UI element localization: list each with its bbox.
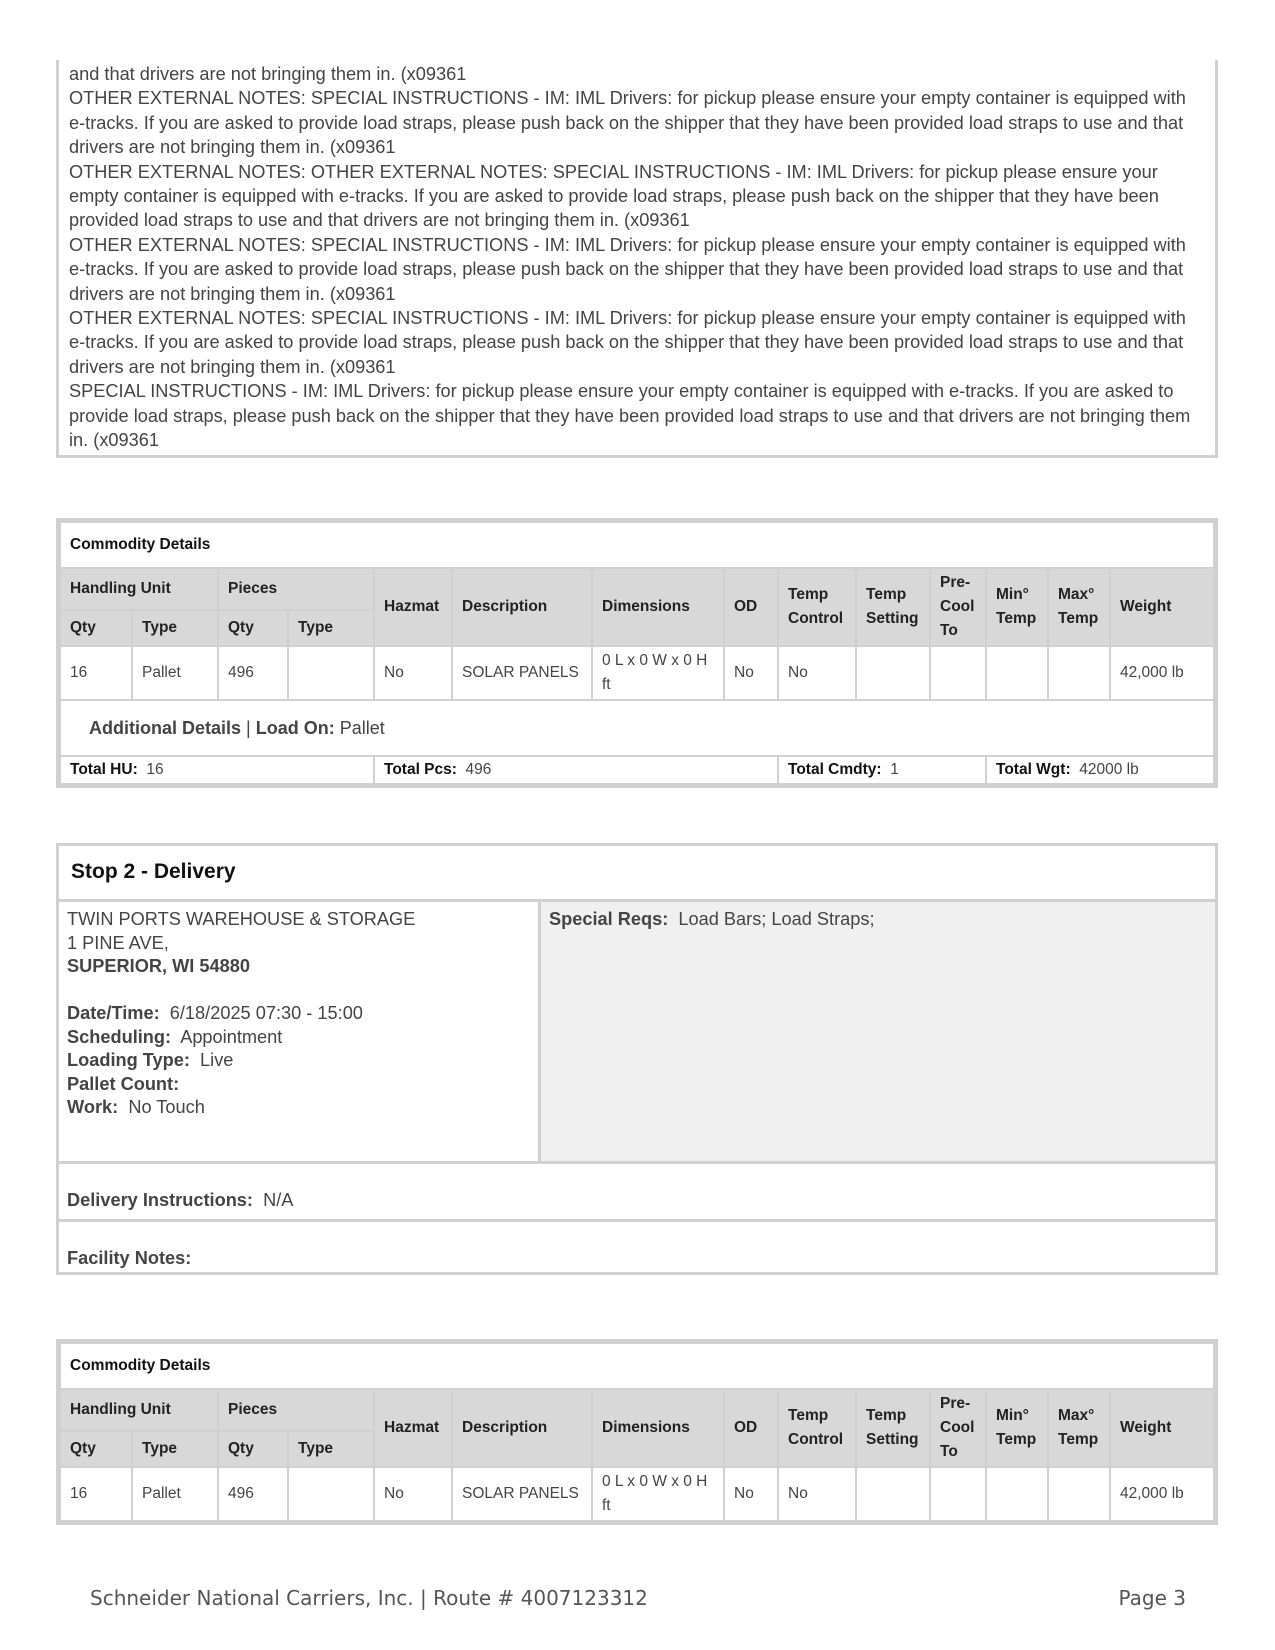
hu-qty-header: Qty (60, 1431, 132, 1467)
pre-cool (930, 646, 986, 700)
handling-unit-header: Handling Unit (60, 1389, 218, 1431)
note-line: SPECIAL INSTRUCTIONS - IM: IML Drivers: for pickup please ensure your empty container is equipped with e-tracks. If you are asked to provide load straps, please push back on the shipper that they have been provided load straps to use and that drivers are not bringing them in. (x09361 (69, 381, 1191, 451)
weight: 42,000 lb (1110, 646, 1214, 700)
temp-setting-header: Temp Setting (856, 568, 930, 646)
total-pcs-value: 496 (465, 761, 492, 778)
pcs-type (288, 646, 374, 700)
pre-cool-header: Pre- Cool To (930, 1389, 986, 1467)
hu-type-header: Type (132, 1431, 218, 1467)
temp-control-header: Temp Control (778, 1389, 856, 1467)
temp-control-header: Temp Control (778, 568, 856, 646)
loading-type-label: Loading Type: (67, 1050, 190, 1070)
temp-setting (856, 1467, 930, 1521)
street-address: 1 PINE AVE, (67, 932, 169, 953)
additional-details (60, 700, 1214, 756)
pcs-qty: 496 (218, 646, 288, 700)
hu-qty-header: Qty (60, 610, 132, 646)
pcs-qty: 496 (218, 1467, 288, 1521)
total-wgt (986, 756, 1214, 784)
commodity-details-table-2 (56, 1339, 1218, 1525)
pre-cool (930, 1467, 986, 1521)
pieces-header: Pieces (218, 568, 374, 610)
delivery-instructions (59, 1164, 1215, 1219)
pre-cool-header: Pre- Cool To (930, 568, 986, 646)
note-line: OTHER EXTERNAL NOTES: SPECIAL INSTRUCTIONS - IM: IML Drivers: for pickup please ensure your empty container is equipped with e-tracks. If you are asked to provide load straps, please push back on the shipper that they have been provided load straps to use and that drivers are not bringing them in. (x09361 (69, 308, 1186, 377)
min-temp-header: Min° Temp (986, 568, 1048, 646)
od-header: OD (724, 568, 778, 646)
total-cmdty-label: Total Cmdty: (788, 761, 882, 778)
total-wgt-value: 42000 lb (1079, 761, 1139, 778)
hazmat: No (374, 1467, 452, 1521)
delivery-instructions-value: N/A (263, 1190, 294, 1210)
max-temp (1048, 1467, 1110, 1521)
stop-address (59, 902, 541, 1161)
description: SOLAR PANELS (452, 1467, 592, 1521)
stop-2-section (56, 843, 1218, 1275)
stop-title: Stop 2 - Delivery (59, 846, 1215, 902)
handling-unit-header: Handling Unit (60, 568, 218, 610)
note-line: and that drivers are not bringing them in. (x09361 (69, 64, 467, 84)
od-header: OD (724, 1389, 778, 1467)
hu-qty: 16 (60, 1467, 132, 1521)
facility-notes (59, 1219, 1215, 1274)
total-hu-label: Total HU: (70, 761, 138, 778)
od: No (724, 646, 778, 700)
hazmat: No (374, 646, 452, 700)
separator: | (246, 717, 251, 738)
total-wgt-label: Total Wgt: (996, 761, 1071, 778)
work-label: Work: (67, 1097, 119, 1117)
total-pcs (374, 756, 778, 784)
footer-route: Schneider National Carriers, Inc. | Route # 4007123312 (90, 1586, 648, 1610)
pcs-type-header: Type (288, 610, 374, 646)
total-pcs-label: Total Pcs: (384, 761, 457, 778)
pcs-qty-header: Qty (218, 610, 288, 646)
dimensions: 0 L x 0 W x 0 H ft (592, 1467, 724, 1521)
facility-notes-label: Facility Notes: (67, 1248, 192, 1268)
table-row (60, 1467, 1214, 1521)
total-hu (60, 756, 374, 784)
weight-header: Weight (1110, 568, 1214, 646)
commodity-details-table-1 (56, 518, 1218, 788)
pcs-qty-header: Qty (218, 1431, 288, 1467)
pcs-type (288, 1467, 374, 1521)
min-temp (986, 1467, 1048, 1521)
delivery-instructions-label: Delivery Instructions: (67, 1190, 253, 1210)
facility-name: TWIN PORTS WAREHOUSE & STORAGE (67, 909, 416, 929)
additional-details-label: Additional Details (89, 717, 242, 738)
description-header: Description (452, 1389, 592, 1467)
total-cmdty-value: 1 (890, 761, 899, 778)
temp-setting-header: Temp Setting (856, 1389, 930, 1467)
special-reqs-label: Special Reqs: (549, 909, 669, 929)
datetime-label: Date/Time: (67, 1003, 160, 1023)
dimensions-header: Dimensions (592, 568, 724, 646)
special-reqs-value: Load Bars; Load Straps; (678, 909, 875, 929)
note-line: OTHER EXTERNAL NOTES: OTHER EXTERNAL NOTES: SPECIAL INSTRUCTIONS - IM: IML Drivers: for pickup please ensure your empty container is equipped with e-tracks. If you are asked to provide load straps, please push back on the shipper that they have been provided load straps to use and that drivers are not bringing them in. (x09361 (69, 161, 1159, 231)
page-footer (90, 1586, 1186, 1610)
min-temp (986, 646, 1048, 700)
pieces-header: Pieces (218, 1389, 374, 1431)
hu-type: Pallet (132, 1467, 218, 1521)
city-state-zip: SUPERIOR, WI 54880 (67, 956, 250, 976)
temp-control: No (778, 1467, 856, 1521)
scheduling-value: Appointment (180, 1026, 283, 1047)
od: No (724, 1467, 778, 1521)
notes-section (56, 60, 1218, 458)
note-line: OTHER EXTERNAL NOTES: SPECIAL INSTRUCTIONS - IM: IML Drivers: for pickup please ensure your empty container is equipped with e-tracks. If you are asked to provide load straps, please push back on the shipper that they have been provided load straps to use and that drivers are not bringing them in. (x09361 (69, 88, 1186, 158)
dimensions-header: Dimensions (592, 1389, 724, 1467)
description: SOLAR PANELS (452, 646, 592, 700)
temp-control: No (778, 646, 856, 700)
hazmat-header: Hazmat (374, 1389, 452, 1467)
description-header: Description (452, 568, 592, 646)
work-value: No Touch (128, 1097, 205, 1117)
note-line: OTHER EXTERNAL NOTES: SPECIAL INSTRUCTIONS - IM: IML Drivers: for pickup please ensure your empty container is equipped with e-tracks. If you are asked to provide load straps, please push back on the shipper that they have been provided load straps to use and that drivers are not bringing them in. (x09361 (69, 234, 1186, 304)
pcs-type-header: Type (288, 1431, 374, 1467)
temp-setting (856, 646, 930, 700)
max-temp (1048, 646, 1110, 700)
min-temp-header: Min° Temp (986, 1389, 1048, 1467)
hu-type: Pallet (132, 646, 218, 700)
loading-type-value: Live (200, 1050, 234, 1070)
load-on-label: Load On: (255, 717, 335, 738)
weight: 42,000 lb (1110, 1467, 1214, 1521)
hu-type-header: Type (132, 610, 218, 646)
max-temp-header: Max° Temp (1048, 568, 1110, 646)
page-number: Page 3 (1118, 1586, 1186, 1610)
commodity-title: Commodity Details (60, 1343, 1214, 1389)
commodity-title: Commodity Details (60, 522, 1214, 568)
table-row (60, 646, 1214, 700)
datetime-value: 6/18/2025 07:30 - 15:00 (169, 1003, 363, 1023)
pallet-count-label: Pallet Count: (67, 1073, 180, 1094)
total-hu-value: 16 (146, 761, 164, 778)
hazmat-header: Hazmat (374, 568, 452, 646)
weight-header: Weight (1110, 1389, 1214, 1467)
special-requirements (541, 902, 1215, 1161)
max-temp-header: Max° Temp (1048, 1389, 1110, 1467)
hu-qty: 16 (60, 646, 132, 700)
total-cmdty (778, 756, 986, 784)
dimensions: 0 L x 0 W x 0 H ft (592, 646, 724, 700)
load-on-value: Pallet (339, 717, 385, 738)
scheduling-label: Scheduling: (67, 1026, 172, 1047)
